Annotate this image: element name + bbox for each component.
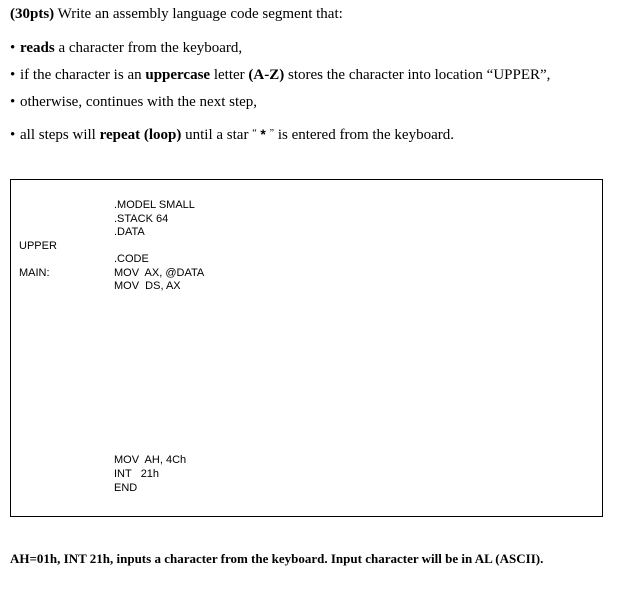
- bullet-repeat: [10, 126, 454, 144]
- bullet-2-bold-range: (A-Z): [248, 67, 285, 83]
- bullet-2-pre: if the character is an: [20, 67, 146, 83]
- code-upper-label: UPPER: [19, 240, 57, 252]
- bullet-2-mid: letter: [210, 67, 249, 83]
- question-points: (30pts): [10, 6, 55, 22]
- bullet-reads: [10, 40, 242, 57]
- bullet-4-pre: all steps will: [20, 127, 100, 143]
- bullet-4-post: is entered from the keyboard.: [274, 127, 454, 143]
- code-box: [10, 179, 603, 517]
- code-end: END: [114, 482, 138, 494]
- bullet-dot-icon: •: [10, 127, 16, 143]
- code-model-line: .MODEL SMALL: [114, 199, 195, 211]
- star-symbol: *: [260, 126, 266, 142]
- question-header: [10, 6, 343, 23]
- bullet-4-quote-open: “: [252, 128, 257, 139]
- bullet-4-bold: repeat (loop): [99, 127, 182, 143]
- bullet-3-text: otherwise, continues with the next step,: [20, 94, 258, 110]
- code-main-label: MAIN:: [19, 267, 50, 279]
- bullet-4-quote-close: ”: [269, 128, 275, 139]
- bullet-uppercase: [10, 67, 550, 84]
- bullet-dot-icon: •: [10, 67, 16, 83]
- code-int-21h: INT 21h: [114, 468, 160, 480]
- footnote: AH=01h, INT 21h, inputs a character from the keyboard. Input character will be in AL (ASCII).: [10, 551, 544, 566]
- bullet-dot-icon: •: [10, 40, 16, 56]
- code-mov-ds-ax: MOV DS, AX: [114, 280, 181, 292]
- bullet-2-post: stores the character into location “UPPER”,: [284, 67, 551, 83]
- bullet-1-bold: reads: [20, 40, 55, 56]
- bullet-otherwise: [10, 94, 257, 111]
- bullet-dot-icon: •: [10, 94, 16, 110]
- bullet-2-bold-uppercase: uppercase: [145, 67, 211, 83]
- bullet-4-mid: until a star: [181, 127, 253, 143]
- code-mov-ah-4ch: MOV AH, 4Ch: [114, 454, 187, 466]
- question-prompt: Write an assembly language code segment that:: [57, 6, 343, 22]
- bullet-1-text: a character from the keyboard,: [54, 40, 243, 56]
- code-data-directive: .DATA: [114, 226, 145, 238]
- code-code-directive: .CODE: [114, 253, 149, 265]
- code-stack-line: .STACK 64: [114, 213, 169, 225]
- code-mov-ax-data: MOV AX, @DATA: [114, 267, 205, 279]
